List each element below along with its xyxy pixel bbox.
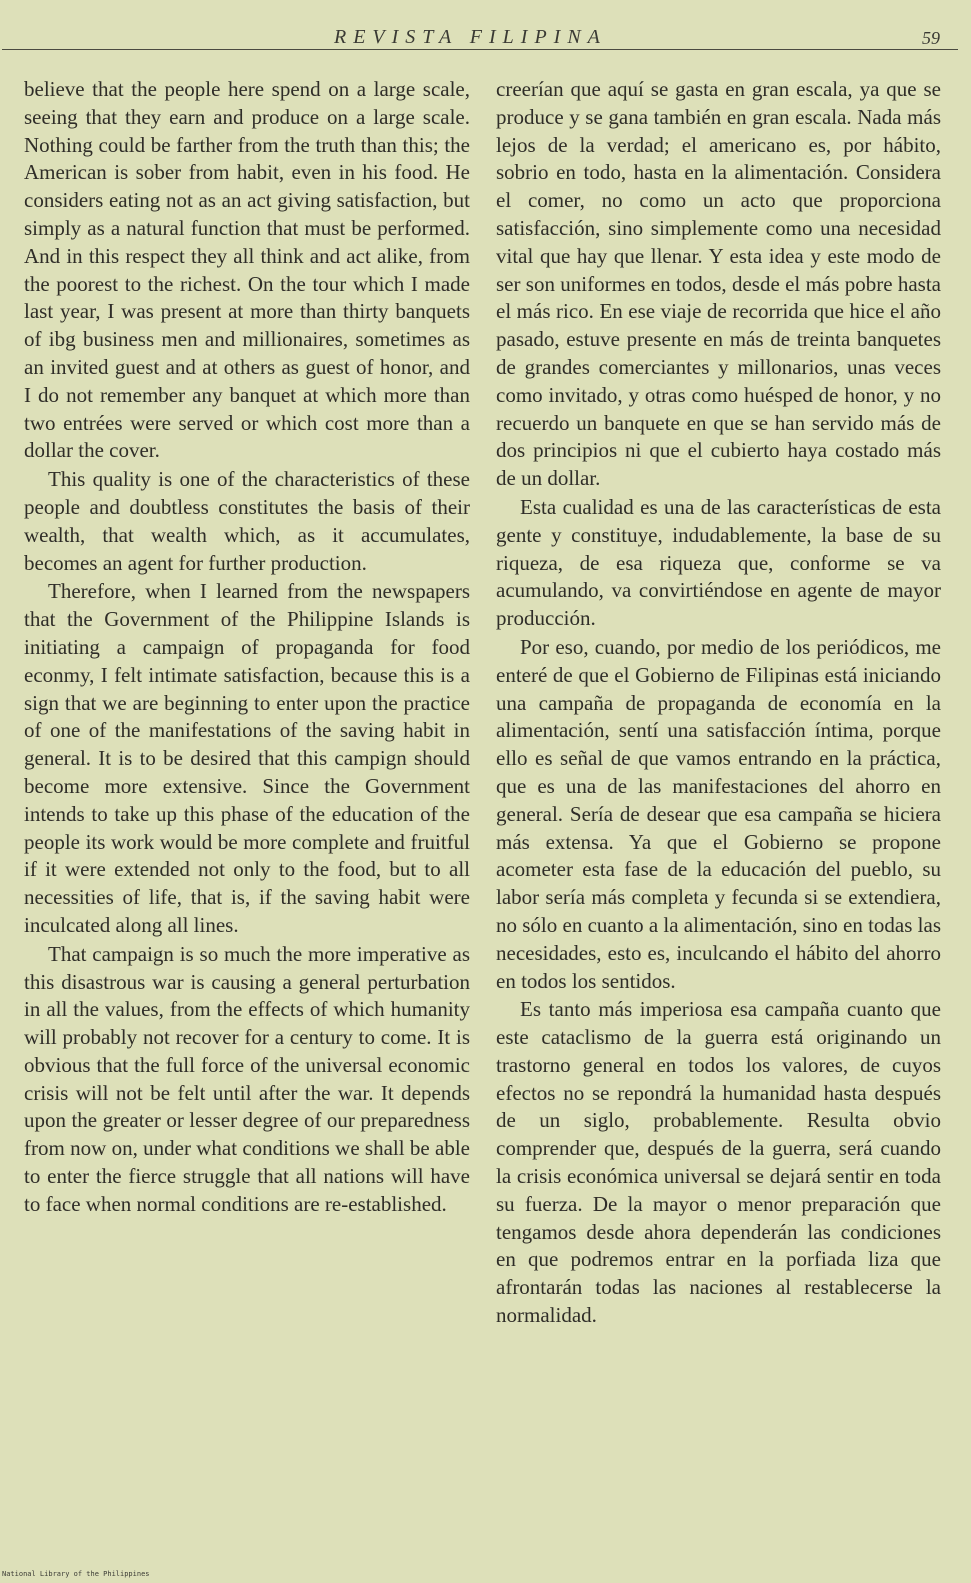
english-column — [24, 76, 470, 1219]
header-rule — [2, 49, 958, 50]
page-number: 59 — [922, 28, 940, 48]
spanish-paragraph-1: creerían que aquí se gasta en gran escala, ya que se produce y se gana también en gran escala. Nada más lejos de la verdad; el americano es, por hábito, sobrio en todo, hasta en la alimentación. Considera el comer, no como un acto que proporciona satisfacción, sino simplemente como una necesidad vital que hay que llenar. Y esta idea y este modo de ser son uniformes en todos, desde el más pobre hasta el más rico. En ese viaje de recorrida que hice el año pasado, estuve presente en más de treinta banquetes de grandes comerciantes y millonarios, unas veces como invitado, y otras como huésped de honor, y no recuerdo un banquete en que se han servido más de dos principios ni que el cubierto haya costado más de un dollar. — [496, 77, 941, 491]
running-header — [0, 22, 971, 52]
journal-title: REVISTA FILIPINA — [334, 26, 607, 48]
english-paragraph-3: Therefore, when I learned from the newspapers that the Government of the Philippine Islands is initiating a campaign of propaganda for food econmy, I felt intimate satisfaction, because this is a sign that we are beginning to enter upon the practice of one of the manifestations of the saving habit in general. It is to be desired that this campign should become more extensive. Since the Government intends to take up this phase of the education of the people its work would be more complete and fruitful if it were extended not only to the food, but to all necessities of life, that is, if the saving habit were inculcated along all lines. — [24, 579, 470, 937]
spanish-paragraph-4: Es tanto más imperiosa esa campaña cuanto que este cataclismo de la guerra está originando un trastorno general en todos los valores, de cuyos efectos no se repondrá la humanidad hasta después de un siglo, probablemente. Resulta obvio comprender que, después de la guerra, será cuando la crisis económica universal se dejará sentir en toda su fuerza. De la mayor o menor preparación que tengamos desde ahora dependerán las condiciones en que podremos entrar en la porfiada liza que afrontarán todas las naciones al restablecerse la normalidad. — [496, 997, 941, 1328]
spanish-paragraph-3: Por eso, cuando, por medio de los periódicos, me enteré de que el Gobierno de Filipinas está iniciando una campaña de propaganda de economía en la alimentación, sentí una satisfacción íntima, porque ello es señal de que vamos entrando en la práctica, que es una de las manifestaciones del ahorro en general. Sería de desear que esa campaña se hiciera más extensa. Ya que el Gobierno se propone acometer esta fase de la educación del pueblo, su labor sería más completa y fecunda si se extendiera, no sólo en cuanto a la alimentación, sino en todas las necesidades, esto es, inculcando el hábito del ahorro en todos los sentidos. — [496, 634, 941, 993]
library-credit: National Library of the Philippines — [2, 1570, 150, 1578]
spanish-column — [496, 76, 941, 1330]
english-paragraph-4: That campaign is so much the more imperative as this disastrous war is causing a general perturbation in all the values, from the effects of which humanity will probably not recover for a century to come. It is obvious that the full force of the universal economic crisis will not be felt until after the war. It depends upon the greater or lesser degree of our preparedness from now on, under what conditions we shall be able to enter the fierce struggle that all nations will have to face when normal conditions are re-established. — [24, 941, 470, 1216]
spanish-paragraph-2: Esta cualidad es una de las características de esta gente y constituye, indudablemente, la base de su riqueza, de esa riqueza que, conforme se va acumulando, va convirtiéndose en agente de mayor producción. — [496, 494, 941, 631]
english-paragraph-1: believe that the people here spend on a large scale, seeing that they earn and produce on a large scale. Nothing could be farther from the truth than this; the American is sober from habit, even in his food. He considers eating not as an act giving satisfaction, but simply as a natural function that must be performed. And in this respect they all think and act alike, from the poorest to the richest. On the tour which I made last year, I was present at more than thirty banquets of ibg business men and millionaires, sometimes as an invited guest and at others as guest of honor, and I do not remember any banquet at which more than two entrées were served or which cost more than a dollar the cover. — [24, 77, 470, 463]
english-paragraph-2: This quality is one of the characteristics of these people and doubtless constitutes the basis of their wealth, that wealth which, as it accumulates, becomes an agent for further production. — [24, 467, 470, 575]
